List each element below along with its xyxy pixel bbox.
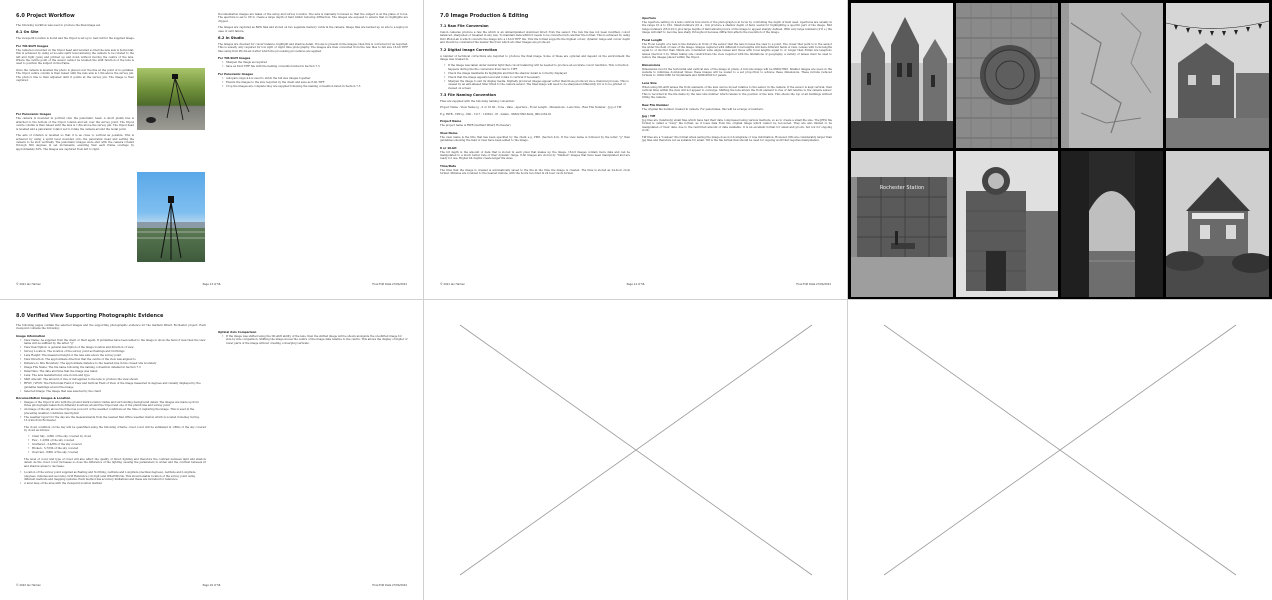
subheading: For Panoramic Images <box>218 71 254 76</box>
body-text: The images are captured as RAW files and stored on two separate memory cards in the camera. Image files are backed up on site to a laptop in case of card failure. <box>218 26 408 33</box>
list-item: • Crop the images are complete they are supplied following the naming convention listed in Section 7.3 <box>222 85 408 88</box>
list-item: • Distance to Site Boundary: The approximate distance to the nearest line in the closest site boundary <box>20 362 206 365</box>
section-title: 8.0 Verified View Supporting Photographic Evidence <box>16 313 164 319</box>
list-item: • Autopano Giga 4.4 is used to stitch the full size images together <box>222 77 408 80</box>
subheading: Aperture <box>642 16 657 20</box>
list-item: • Location of the survey point supplied as Easting and Northing, Latitude and Longitude (decimal degrees), Latitude and Longitude (degrees, minutes and seconds), Grid Reference (10 digit) and What3Words. This should enable location of the survey point using different methods and mapping systems. Each method has accuracy limitations and these are included for reference <box>20 471 206 481</box>
bullet-list <box>222 77 408 88</box>
list-item: • Lens: The lens manufacturer, size in mm and type <box>20 374 206 377</box>
list-item: • A level map of the area with the viewpoint location marked <box>20 482 206 485</box>
body-text: The level of cover and type of cloud will also affect the quality of direct lighting and therefore the contrast between light and shadow detail. As the cloud cover increases so does the difference of the lighting causing the parameters to widen and the contrast between lit and shadow areas to decrease. <box>24 457 206 468</box>
page-13-right-column <box>218 13 408 91</box>
body-text: The camera is mounted in portrait onto the panoramic head. A short plumb line is attached to the bottom of the tripod column and set over the survey point. The tripod centre column is then raised until the lens is 1.6m above the survey pin. The tripod head is levelled and a panoramic rotator set to rotate the camera around the nodal point. <box>16 117 134 131</box>
carved-stone-photo <box>1061 3 1163 148</box>
body-text: The Focal Length of a lens is the distance in front of the sensor that the lens focuses the view to a point. The closer that point is to the sensor the wider the field of view of the image. Images captured with different focal lengths will have different fields of view. Lenses with focal lengths equal to or shorter than 50mm are considered wide angle lenses and those with focal lengths equal to or longer than 50mm are telephoto lenses (Section 5.0). When taking site constrictions the view required with the limitations of geography, a variety of lenses must be used to reduce the images placed within the tripod. <box>642 42 832 60</box>
footer-page-number: Page 14 of 56 <box>626 283 645 286</box>
footer-page-number: Page 16 of 56 <box>202 584 221 587</box>
body-text: Dimensions record the horizontal and vertical size of the image in pixels. A full size image will be 9660x7893. Smaller images are used on the website to minimise download times; these images will be scaled to a set proportion to achieve these dimensions. These include reduced formats to 1920x1080 for thumbnails and 3000x2000 for panels. <box>642 67 832 78</box>
list-item: • Broken - 5-7/8th of the sky covered <box>28 447 206 450</box>
subheading: Lens Size <box>642 80 657 85</box>
body-text: A number of technical corrections are required to produce the final image. Some of these are optional and depend on the environment the image was created in. <box>440 54 630 62</box>
list-item: • Sharpen the image as required <box>222 61 408 64</box>
page-14-right-column <box>642 13 832 145</box>
tripod-setup-photo <box>137 68 205 130</box>
list-item: • Scattered - 3-4/8th of the sky covered <box>28 443 206 446</box>
body-text: The axis of rotation is levelled so that it is as close to vertical as possible. This is achieved by using a spirit level mounted onto the panoramic head and setting the camera to be shot vertically. The panoramic images were shot with the camera rotated through 360 degrees in set increments, ensuring that each frame overlaps by approximately 30%. The images are captured from left to right. <box>16 134 134 151</box>
body-text: The bit depth is the amount of data that is stored in each pixel that makes up the image. 16-bit images contain more data and can be manipulated to a much better rate of finer dynamic range. 8-bit images are stored by "finished" images that have been manipulated and are ready for use. Higher bit depths create larger file sizes. <box>440 150 630 161</box>
subsection-title: 6.2 In Studio <box>218 36 244 41</box>
footer-edit-date: Final Edit Date 27/04/2021 <box>372 283 407 286</box>
subheading: For Tilt-Shift Images <box>218 56 251 61</box>
list-item: • The weather report for the day are the measurements from the nearest Met Office weather station which is located in Kenley Surrey, 15.4 km from Rochester <box>20 416 206 423</box>
list-item: • If the image was taken under natural light then colour balancing will be needed to produce an accurate colour rendition. This correction happens during the file conversion from raw to TIFF <box>444 64 630 71</box>
body-text: The camera is mounted on the tripod head and levelled so that the lens axis is horizontal; this is achieved by using a two-axis spirit level allowing the camera to be rotated to the left and right (yaw) and pitched up and down without moving the centre of the lens. Where the centre point of the sensor cannot be levelled the shift function of the lens is used to position the subject in the frame. <box>16 48 134 66</box>
body-text: When using tilt-shift lenses the front elements of the lens can be moved relative to the sensor in the camera. If the sensor is kept vertical, then vertical lines within the view will not appear to converge. Shifting the lens allows the front element to rise or fall relative to the camera sensor. This is recorded in the file name by the lens size number which relates to the position of the lens. This shows the top of all buildings without tilting the camera. <box>642 85 832 100</box>
subheading: Optical Axis Comparison <box>218 330 257 334</box>
bullet-list <box>20 401 206 423</box>
list-item: • An image of the sky above the tripod as a record of the weather conditions at the time of capturing the image. This is used in the preceding weather conditions description <box>20 408 206 415</box>
bullet-list <box>444 64 630 90</box>
photo-grid <box>848 0 1272 300</box>
footer-page-number: Page 13 of 56 <box>202 283 221 286</box>
naming-pattern: Project Name - View Name (g - 0 or 16 bit - Tone - Date - Aperture - Focal Length - Dimensions - Lens Size - Raw File Number - Jpg or Tiff <box>440 106 622 110</box>
gabled-house-photo <box>1166 151 1269 297</box>
body-text: Canon cameras produce a raw file which is an unmanipulated download direct from the sensor. The raw file has not been modified, colour balanced, sharpened or tweaked in any way. To maintain data within it needs to be converted into another file format. This is achieved by using DxO PhotoLab 4 which converts the image into a 16-bit TIFF file. This file format supports the highest colour, dynamic range and colour depth and should be considered the master file from which all other images are produced. <box>440 31 630 45</box>
document-page-16 <box>0 300 424 600</box>
list-item: • Save as 8-bit TIFF file with the naming convention listed in Section 7.3 <box>222 65 408 68</box>
subheading: Focal Length <box>642 37 663 42</box>
body-text: The following workflow was used to produce the final image set. <box>16 24 101 27</box>
bullet-list <box>20 471 206 485</box>
body-text: The following pages contain the selected images and the supporting photographic evidence for the Garfield Wharf, Rochester project. Each viewpoint contains the following: <box>16 324 206 331</box>
list-item: • Clear Sky - 0/8th of the sky covered by cloud <box>28 435 206 438</box>
body-text: The cloud condition on the day will be quantified using the following criteria, cloud cover will be estimated in 1/8ths of the sky covered by cloud as follows: <box>24 425 206 433</box>
list-item: • Ensure the images to the size required by the client and save as 8-bit TIFF <box>222 81 408 84</box>
bunting-street-photo <box>1166 3 1269 148</box>
body-text: Once the camera is levelled the photo is placed over the line at the point of no parallax. The tripod centre column is then raised until the lens axis is 1.6m above the survey pin. The photo's line is then adjusted until it points at the survey pin. The image is then captured. <box>16 68 134 83</box>
list-item: • If the image was shifted using the tilt-shift ability of the lens, then the shifted image will be shown alongside the un-shifted image for side by side comparison. Shifting the image moves the centre of the image data relative to the centre. This allows the display of higher or lower parts of the image without creating converging verticals. <box>222 335 408 345</box>
body-text: Tiff files are a "lossless" file format when saving the image does not downgrade or lose information. However, tiffs are considerably larger than jpg files and therefore not as suitable for email. Tiff is the file format that should be used for ongoing work that requires manipulation. <box>642 135 832 142</box>
subsection-title: 6.1 On Site <box>16 30 39 35</box>
body-text: The images are checked for colour balance, highlight and shadow detail. If noise is present in the images, then this is corrected for as required. This is usually only required for low light or night time photography. The images are then converted from the raw files to full size 16-bit TIFF files using DxO PhotoLab 4 after which the processing procedures are applied. <box>218 43 408 53</box>
subsection-title: 7.1 Raw File Conversion <box>440 24 489 28</box>
list-item: • Lens Height: The measured height of the lens axis above the survey point <box>20 354 206 357</box>
subheading: 8 or 16-bit <box>440 145 457 150</box>
list-item: • Survey Location: The location of the survey point as Eastings and Northings <box>20 350 206 353</box>
subsection-title: 7.2 Digital Image Correction <box>440 47 498 52</box>
body-text: The project name is RWB (Garfield Wharf, Rochester) <box>440 124 511 128</box>
naming-example: E.g. RWB - VP01g - 8bit - 1217 - 120622 - f8 - 24mm - 9660x7893-6mm_IMG1234.tif <box>440 112 551 116</box>
section-title: 6.0 Project Workflow <box>16 13 75 19</box>
list-item: • HFOV / VFOV: The Horizontal Field of View and Vertical Field of View of the image measured in degrees and visually displayed by the guideline markings around the image <box>20 382 206 389</box>
subheading: For Panoramic Images <box>16 112 52 117</box>
document-page-13 <box>0 0 424 300</box>
list-item: • Sharpen the image to suit its display media. Digitally produced images appear softer than those produced via a chemical process. This is caused by an anti-aliased filter fitted to the camera sensor. The final image will need to be sharpened differently if it is to be printed or viewed on screen <box>444 80 630 90</box>
list-item: • Date/Time: The date and time that the image was taken <box>20 370 206 373</box>
blank-page-placeholder <box>424 300 848 600</box>
manhole-cover-photo <box>956 3 1058 148</box>
subheading: Dimensions <box>642 62 661 67</box>
subheading: Documentation Images & Location <box>16 396 71 401</box>
stone-arch-photo <box>1061 151 1163 297</box>
bullet-list <box>222 61 408 68</box>
footer-copyright: © 2021 Ian Haman <box>440 283 465 286</box>
rochester-station-photo <box>851 151 953 297</box>
body-text: Files are supplied with the following naming convention: <box>440 100 515 104</box>
footer-edit-date: Final Edit Date 27/04/2021 <box>796 283 831 286</box>
subheading: Project Name <box>440 119 462 124</box>
document-page-14 <box>424 0 848 300</box>
placeholder-cross-icon <box>424 300 848 600</box>
brick-tower-photo <box>956 151 1058 297</box>
list-item: • Few - 1-2/8th of the sky covered <box>28 439 206 442</box>
list-item: • Overcast - 8/8th of the sky covered <box>28 451 206 454</box>
gothic-building-photo <box>851 3 953 148</box>
page-14-left-column <box>440 13 630 179</box>
list-item: • View Description: A general description of the image location and direction of view <box>20 346 206 349</box>
list-item: • Check the image maintains its highlights and that the shadow detail is correctly displayed <box>444 72 630 75</box>
bullet-list <box>222 335 408 345</box>
bullet-list <box>20 339 206 393</box>
body-text: The viewpoint location is found and the tripod is set up to best mirror the supplied image. <box>16 37 135 41</box>
cloud-cover-list <box>28 435 206 454</box>
subheading: Image Information <box>16 333 46 338</box>
body-text: The Aperture setting on a lens controls how much of the photograph is in focus by controlling the depth of field used. Apertures are usually in the range f/1.4 to f/22. Small numbers (f/1.4 - f/4) produce a shallow depth of field, useful for highlighting a specific part of the image. Mid range numbers (f/5.6-f/11) give large depths of field allowing more of the image to appear sharply defined. With very large numbers (f/11+) the image will start to become less sharp throughout because diffraction affects the resolution of the image. <box>642 21 832 35</box>
section-title: 7.0 Image Production & Editing <box>440 13 529 19</box>
subsection-title: 7.3 File Naming Convention <box>440 93 496 98</box>
footer-copyright: © 2022 Ian Haman <box>16 584 41 587</box>
subheading: View Name <box>440 130 458 135</box>
placeholder-cross-icon <box>848 300 1272 600</box>
list-item: • Shift Amount: The amount of rise or fall applied to the lens to produce the view shown <box>20 378 206 381</box>
list-item: • Selected Image: The image that was selected by the client <box>20 390 206 393</box>
page-16-right-column <box>218 327 408 348</box>
list-item: • View Name: As supplied from the client or their agent. If guidelines have been added to the image to show the field of view then the view name will be suffixed by the letter "g" <box>20 339 206 346</box>
body-text: The original file number created in camera. For panoramas, this will be a range of numbers. <box>642 107 764 111</box>
subheading: For Tilt-Shift Images <box>16 43 49 48</box>
list-item: • View Direction: The approximate direction that the centre of the view was aligned to <box>20 358 206 361</box>
list-item: • Images of the tripod in situ with the ground mark location visible and surrounding background detail. The images are made up from three photographs taken from different locations around the tripod and one of the plumb line and survey point <box>20 401 206 408</box>
body-text: The time that the image is created is automatically saved to the file at the time the image is created. The time is stored as 24-hour clock format. Minutes are rounded to the nearest minute, with the hours recorded in 24 hour clock format. <box>440 168 630 176</box>
panoramic-setup-photo <box>137 172 205 262</box>
body-text: The view name is the title that has been specified by the client e.g. VP01 (Section 4.0). If the view name is followed by the letter "g" then guidelines showing the field of view have been added to the image. <box>440 135 630 143</box>
subheading: Raw File Number <box>642 102 669 107</box>
body-text: Documentation images are taken of the setup and survey location. The lens is manually focussed so that the subject is at the plane of focus. The aperture is set to f/8 to create a large depth of field whilst reducing diffraction. The images are exposed to ensure that no highlights are clipped. <box>218 13 408 23</box>
station-sign: Rochester Station <box>879 185 925 191</box>
photo-collage-page <box>848 0 1272 300</box>
footer-edit-date: Final Edit Date 27/04/2022 <box>372 584 407 587</box>
page-16-left-column <box>16 313 206 488</box>
list-item: • Image File Name: The file name following the naming convention detailed in Section 7.3 <box>20 366 206 369</box>
blank-page-placeholder <box>848 300 1272 600</box>
list-item: • Check that the image appears level and rotate to vertical if necessary <box>444 76 630 79</box>
subheading: Jpg / Tiff <box>642 113 656 118</box>
footer-copyright: © 2021 Ian Haman <box>16 283 41 286</box>
subheading: Time/Date <box>440 163 457 168</box>
body-text: Jpg files are (relatively) small files which have had their data compressed using various methods, so as to create a small file size. The JPEG file format is called a "lossy" file format, as it loses data from the original image which cannot be recovered. They are also limited to be manipulated or their data, due to the restricted amount of data available. It is an excellent format for email and proofs, but not for ongoing work. <box>642 118 832 133</box>
